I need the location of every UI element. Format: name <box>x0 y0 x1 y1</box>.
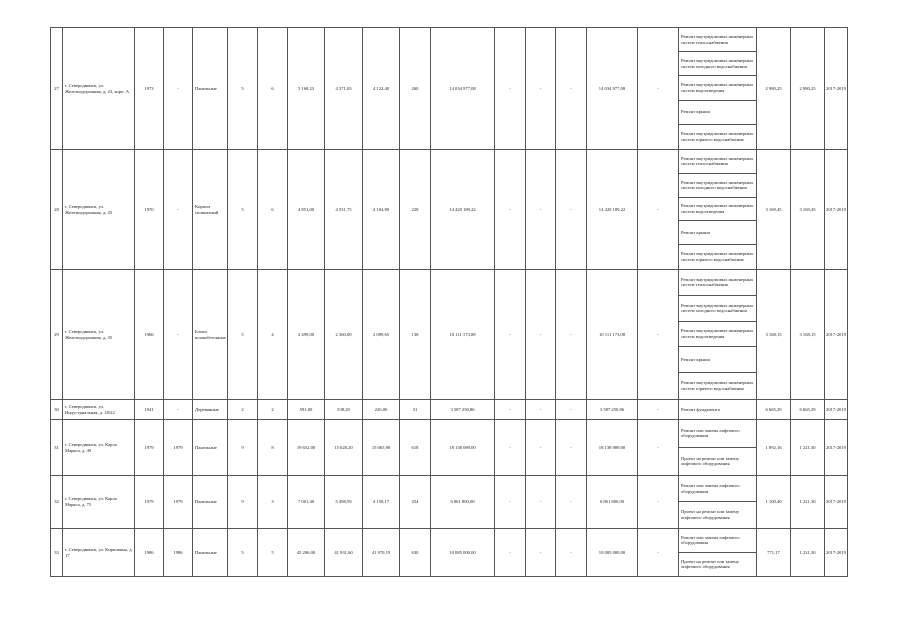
work-type-item: Ремонт внутридомовых инженерных систем теплоснабжения <box>679 270 756 296</box>
table-row <box>51 420 848 476</box>
row-number: 33 <box>51 529 63 577</box>
municipal-cost-cell: - <box>556 150 587 270</box>
wall-material-cell: Блоки шлакобетонные <box>193 270 228 400</box>
commission-year-cell: 1979 <box>164 420 193 476</box>
owners-cost-cell: 10 111 173,08 <box>587 270 638 400</box>
max-unit-cost-cell: 2 980,25 <box>791 28 825 150</box>
wall-material-cell: Панельные <box>193 529 228 577</box>
total-area-cell: 7 001,40 <box>288 476 325 529</box>
work-type-item: Проект на ремонт или замену лифтового оборудования <box>681 509 740 520</box>
work-type-item: Ремонт внутридомовых инженерных систем холодного водоснабжения <box>679 174 756 198</box>
regional-cost-cell: - <box>526 400 556 420</box>
entrances-cell: 5 <box>258 529 288 577</box>
residents-cell: 630 <box>400 529 431 577</box>
period-cell: 2017-2019 <box>825 270 848 400</box>
commission-year-cell: - <box>164 150 193 270</box>
owners-cost-cell: 6 861 800,00 <box>587 476 638 529</box>
fund-cost-cell: - <box>495 28 526 150</box>
row-number: 30 <box>51 400 63 420</box>
residents-cell: 228 <box>400 150 431 270</box>
repair-program-table <box>50 27 848 577</box>
work-type-item: Ремонт крыши <box>679 221 756 245</box>
floors-cell: 5 <box>228 28 258 150</box>
residential-area-cell: 226,00 <box>363 400 400 420</box>
build-year-cell: 1970 <box>135 150 164 270</box>
row-number: 29 <box>51 270 63 400</box>
total-cost-cell: 3 587 250,86 <box>431 400 495 420</box>
fund-cost-cell: - <box>495 270 526 400</box>
build-year-cell: 1966 <box>135 270 164 400</box>
living-area-cell: 538,20 <box>325 400 363 420</box>
other-cost-cell: - <box>638 150 679 270</box>
row-number: 32 <box>51 476 63 529</box>
floors-cell: 5 <box>228 150 258 270</box>
unit-cost-cell: 6 665,29 <box>757 400 791 420</box>
floors-cell: 9 <box>228 476 258 529</box>
unit-cost-cell: 1 100,40 <box>757 476 791 529</box>
total-cost-cell: 18 138 089,00 <box>431 420 495 476</box>
work-type-item: Ремонт внутридомовых инженерных систем горячего водоснабжения <box>681 380 754 392</box>
work-types-cell <box>679 400 757 420</box>
commission-year-cell: - <box>164 400 193 420</box>
unit-cost-cell: 771,17 <box>757 529 791 577</box>
living-area-cell: 4 371,03 <box>325 28 363 150</box>
work-type-item: Ремонт фундамента <box>681 406 720 412</box>
wall-material-cell: Деревянные <box>193 400 228 420</box>
regional-cost-cell: - <box>526 420 556 476</box>
owners-cost-cell: 3 587 250,86 <box>587 400 638 420</box>
address-cell: г. Северодвинск, ул. Железнодорожная, д. 35 <box>63 270 135 400</box>
max-unit-cost-cell: 1 221,30 <box>791 529 825 577</box>
total-cost-cell: 14 034 977,08 <box>431 28 495 150</box>
row-number: 28 <box>51 150 63 270</box>
build-year-cell: 1973 <box>135 28 164 150</box>
commission-year-cell: - <box>164 270 193 400</box>
fund-cost-cell: - <box>495 150 526 270</box>
entrances-cell: 4 <box>258 270 288 400</box>
floors-cell: 5 <box>228 529 258 577</box>
work-types-cell <box>679 150 757 270</box>
owners-cost-cell: 10 085 000,00 <box>587 529 638 577</box>
total-cost-cell: 14 420 189,22 <box>431 150 495 270</box>
regional-cost-cell: - <box>526 270 556 400</box>
unit-cost-cell: 3 169,45 <box>757 150 791 270</box>
total-area-cell: 19 652,00 <box>288 420 325 476</box>
work-type-item: Ремонт внутридомовых инженерных систем холодного водоснабжения <box>679 296 756 322</box>
residential-area-cell: 41 970,19 <box>363 529 400 577</box>
municipal-cost-cell: - <box>556 28 587 150</box>
total-area-cell: 2 499,00 <box>288 270 325 400</box>
work-type-item: Ремонт или замена лифтового оборудования <box>679 529 756 553</box>
unit-cost-cell: 1 092,16 <box>757 420 791 476</box>
other-cost-cell: - <box>638 400 679 420</box>
total-area-cell: 4 851,00 <box>288 150 325 270</box>
residents-cell: 31 <box>400 400 431 420</box>
address-cell: г. Северодвинск, ул. Индустриальная, д. 18/22 <box>63 400 135 420</box>
residential-area-cell: 2 089,65 <box>363 270 400 400</box>
living-area-cell: 15 628,20 <box>325 420 363 476</box>
work-types-cell <box>679 420 757 476</box>
work-types-cell <box>679 28 757 150</box>
row-number: 31 <box>51 420 63 476</box>
build-year-cell: 1979 <box>135 476 164 529</box>
table-row <box>51 400 848 420</box>
max-unit-cost-cell: 1 221,30 <box>791 420 825 476</box>
address-cell: г. Северодвинск, ул. Железнодорожная, д. 23, корп. А <box>63 28 135 150</box>
wall-material-cell: Кирпич силикатный <box>193 150 228 270</box>
max-unit-cost-cell: 6 665,29 <box>791 400 825 420</box>
entrances-cell: 2 <box>258 400 288 420</box>
floors-cell: 5 <box>228 270 258 400</box>
commission-year-cell: - <box>164 28 193 150</box>
commission-year-cell: 1986 <box>164 529 193 577</box>
build-year-cell: 1986 <box>135 529 164 577</box>
fund-cost-cell: - <box>495 529 526 577</box>
period-cell: 2017-2019 <box>825 420 848 476</box>
total-area-cell: 591,00 <box>288 400 325 420</box>
period-cell: 2017-2019 <box>825 529 848 577</box>
regional-cost-cell: - <box>526 28 556 150</box>
work-type-item: Проект на ремонт или замену лифтового оборудования <box>681 558 740 570</box>
residential-area-cell: 15 065,90 <box>363 420 400 476</box>
table-row <box>51 529 848 577</box>
residents-cell: 138 <box>400 270 431 400</box>
row-number: 27 <box>51 28 63 150</box>
work-type-item: Ремонт крыши <box>679 347 756 373</box>
total-cost-cell: 10 085 000,00 <box>431 529 495 577</box>
living-area-cell: 41 931,60 <box>325 529 363 577</box>
period-cell: 2017-2019 <box>825 150 848 270</box>
regional-cost-cell: - <box>526 529 556 577</box>
owners-cost-cell: 14 420 189,22 <box>587 150 638 270</box>
residential-area-cell: 4 104,80 <box>363 150 400 270</box>
other-cost-cell: - <box>638 420 679 476</box>
address-cell: г. Северодвинск, ул. Кирилкина, д. 17 <box>63 529 135 577</box>
entrances-cell: 6 <box>258 28 288 150</box>
fund-cost-cell: - <box>495 476 526 529</box>
floors-cell: 2 <box>228 400 258 420</box>
other-cost-cell: - <box>638 270 679 400</box>
table-row <box>51 270 848 400</box>
work-types-cell <box>679 270 757 400</box>
entrances-cell: 6 <box>258 150 288 270</box>
residential-area-cell: 4 158,17 <box>363 476 400 529</box>
address-cell: г. Северодвинск, ул. Карла Маркса, д. 49 <box>63 420 135 476</box>
regional-cost-cell: - <box>526 150 556 270</box>
build-year-cell: 1941 <box>135 400 164 420</box>
build-year-cell: 1979 <box>135 420 164 476</box>
regional-cost-cell: - <box>526 476 556 529</box>
living-area-cell: 2 360,00 <box>325 270 363 400</box>
fund-cost-cell: - <box>495 420 526 476</box>
total-cost-cell: 6 861 800,00 <box>431 476 495 529</box>
municipal-cost-cell: - <box>556 400 587 420</box>
work-types-cell <box>679 476 757 529</box>
table-row <box>51 150 848 270</box>
other-cost-cell: - <box>638 476 679 529</box>
work-type-item: Ремонт внутридомовых инженерных систем теплоснабжения <box>679 28 756 52</box>
municipal-cost-cell: - <box>556 420 587 476</box>
work-type-item: Ремонт внутридомовых инженерных систем горячего водоснабжения <box>681 131 754 142</box>
owners-cost-cell: 18 138 089,00 <box>587 420 638 476</box>
wall-material-cell: Панельные <box>193 28 228 150</box>
owners-cost-cell: 14 034 977,08 <box>587 28 638 150</box>
living-area-cell: 4 551,75 <box>325 150 363 270</box>
max-unit-cost-cell: 3 169,45 <box>791 150 825 270</box>
residents-cell: 260 <box>400 28 431 150</box>
total-cost-cell: 10 111 173,08 <box>431 270 495 400</box>
unit-cost-cell: 3 168,15 <box>757 270 791 400</box>
max-unit-cost-cell: 1 221,30 <box>791 476 825 529</box>
unit-cost-cell: 2 980,25 <box>757 28 791 150</box>
other-cost-cell: - <box>638 28 679 150</box>
total-area-cell: 5 168,23 <box>288 28 325 150</box>
living-area-cell: 5 498,59 <box>325 476 363 529</box>
address-cell: г. Северодвинск, ул. Карла Маркса, д. 75 <box>63 476 135 529</box>
period-cell: 2017-2019 <box>825 28 848 150</box>
residential-area-cell: 4 122,40 <box>363 28 400 150</box>
municipal-cost-cell: - <box>556 270 587 400</box>
residents-cell: 254 <box>400 476 431 529</box>
work-type-item: Ремонт внутридомовых инженерных систем холодного водоснабжения <box>679 52 756 76</box>
municipal-cost-cell: - <box>556 476 587 529</box>
work-type-item: Проект на ремонт или замену лифтового оборудования <box>681 455 740 467</box>
other-cost-cell: - <box>638 529 679 577</box>
work-type-item: Ремонт крыши <box>679 101 756 125</box>
work-type-item: Ремонт или замена лифтового оборудования <box>679 476 756 502</box>
floors-cell: 9 <box>228 420 258 476</box>
work-type-item: Ремонт или замена лифтового оборудования <box>679 420 756 448</box>
entrances-cell: 8 <box>258 420 288 476</box>
work-type-item: Ремонт внутридомовых инженерных систем водоотведения <box>679 322 756 348</box>
period-cell: 2017-2019 <box>825 400 848 420</box>
max-unit-cost-cell: 3 168,15 <box>791 270 825 400</box>
work-type-item: Ремонт внутридомовых инженерных систем водоотведения <box>679 198 756 222</box>
total-area-cell: 45 206,00 <box>288 529 325 577</box>
work-type-item: Ремонт внутридомовых инженерных систем горячего водоснабжения <box>681 251 754 263</box>
table-row <box>51 28 848 150</box>
work-types-cell <box>679 529 757 577</box>
residents-cell: 618 <box>400 420 431 476</box>
address-cell: г. Северодвинск, ул. Железнодорожная, д. 25 <box>63 150 135 270</box>
wall-material-cell: Панельные <box>193 420 228 476</box>
commission-year-cell: 1979 <box>164 476 193 529</box>
entrances-cell: 3 <box>258 476 288 529</box>
work-type-item: Ремонт внутридомовых инженерных систем водоотведения <box>679 76 756 100</box>
wall-material-cell: Панельные <box>193 476 228 529</box>
table-row <box>51 476 848 529</box>
work-type-item: Ремонт внутридомовых инженерных систем теплоснабжения <box>679 150 756 174</box>
municipal-cost-cell: - <box>556 529 587 577</box>
fund-cost-cell: - <box>495 400 526 420</box>
period-cell: 2017-2019 <box>825 476 848 529</box>
